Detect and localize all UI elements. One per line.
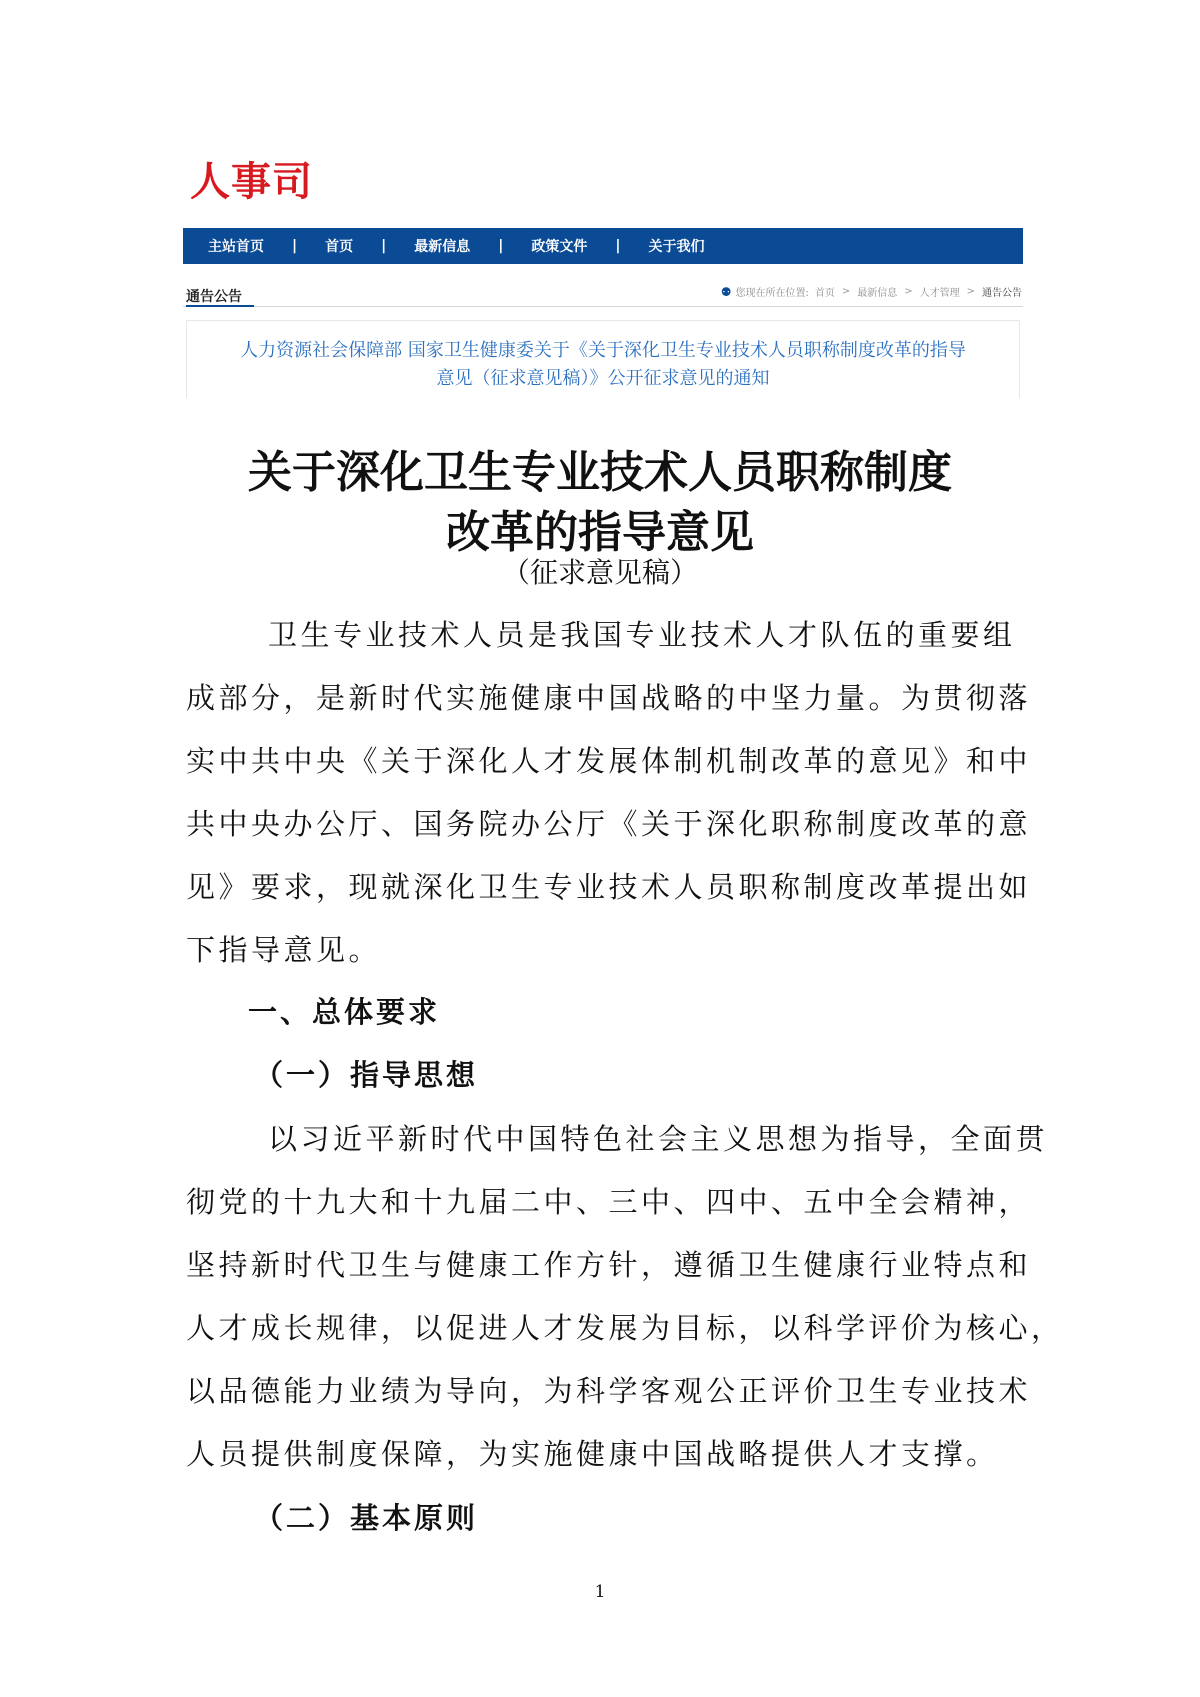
guiding-thought-paragraph (186, 1108, 1064, 1486)
breadcrumb-prefix: 您现在所在位置: (735, 288, 809, 299)
paragraph-line: 共中央办公厅、国务院办公厅《关于深化职称制度改革的意 (186, 807, 1032, 841)
nav-separator: | (292, 238, 298, 254)
breadcrumb-arrow-icon: > (841, 286, 851, 297)
document-title-line: 关于深化卫生专业技术人员职称制度 (248, 447, 952, 498)
breadcrumb-arrow-icon: > (966, 286, 975, 297)
paragraph-line: 卫生专业技术人员是我国专业技术人才队伍的重要组 (268, 618, 1016, 652)
breadcrumb (721, 284, 1022, 299)
subsection-heading: （一）指导思想 (254, 1058, 479, 1092)
section-label: 通告公告 (186, 289, 242, 305)
paragraph-line: 成部分，是新时代实施健康中国战略的中坚力量。为贯彻落 (186, 681, 1032, 715)
breadcrumb-item-talent[interactable]: 人才管理 (919, 288, 960, 299)
breadcrumb-item-current[interactable]: 通告公告 (982, 288, 1022, 299)
notice-title-box (186, 320, 1020, 398)
location-pin-icon: ⚉ (720, 284, 732, 299)
nav-separator: | (498, 238, 504, 254)
page-number: 1 (594, 1582, 606, 1602)
paragraph-line: 人才成长规律，以促进人才发展为目标，以科学评价为核心， (186, 1311, 1064, 1345)
nav-item-about[interactable]: 关于我们 (648, 239, 705, 255)
subsection-heading: （二）基本原则 (254, 1501, 479, 1535)
paragraph-line: 坚持新时代卫生与健康工作方针，遵循卫生健康行业特点和 (186, 1248, 1032, 1282)
notice-title-line[interactable]: 意见（征求意见稿）》公开征求意见的通知 (436, 368, 770, 389)
intro-paragraph (186, 604, 1032, 982)
paragraph-line: 下指导意见。 (186, 933, 382, 967)
document-title-line: 改革的指导意见 (446, 507, 754, 558)
nav-item-latest[interactable]: 最新信息 (414, 239, 471, 255)
breadcrumb-arrow-icon: > (904, 286, 913, 297)
paragraph-line: 以习近平新时代中国特色社会主义思想为指导，全面贯 (268, 1122, 1049, 1156)
nav-separator: | (615, 238, 621, 254)
nav-item-policy[interactable]: 政策文件 (531, 239, 588, 255)
paragraph-line: 人员提供制度保障，为实施健康中国战略提供人才支撑。 (186, 1437, 999, 1471)
main-nav (183, 228, 1023, 264)
nav-separator: | (381, 238, 387, 254)
paragraph-line: 彻党的十九大和十九届二中、三中、四中、五中全会精神， (186, 1185, 1032, 1219)
paragraph-line: 实中共中央《关于深化人才发展体制机制改革的意见》和中 (186, 744, 1032, 778)
nav-item-home[interactable]: 首页 (325, 239, 354, 255)
document-subtitle: （征求意见稿） (501, 556, 698, 589)
nav-item-main-home[interactable]: 主站首页 (208, 239, 264, 255)
paragraph-line: 见》要求，现就深化卫生专业技术人员职称制度改革提出如 (186, 870, 1032, 904)
breadcrumb-item-latest[interactable]: 最新信息 (857, 288, 898, 299)
paragraph-line: 以品德能力业绩为导向，为科学客观公正评价卫生专业技术 (186, 1374, 1032, 1408)
notice-title-line[interactable]: 人力资源社会保障部 国家卫生健康委关于《关于深化卫生专业技术人员职称制度改革的指导 (240, 340, 966, 361)
site-logo[interactable]: 人事司 (190, 159, 313, 205)
breadcrumb-item-home[interactable]: 首页 (814, 288, 835, 299)
section-divider (183, 306, 1023, 307)
section-heading: 一、总体要求 (248, 995, 441, 1029)
section-active-underline (186, 305, 254, 307)
